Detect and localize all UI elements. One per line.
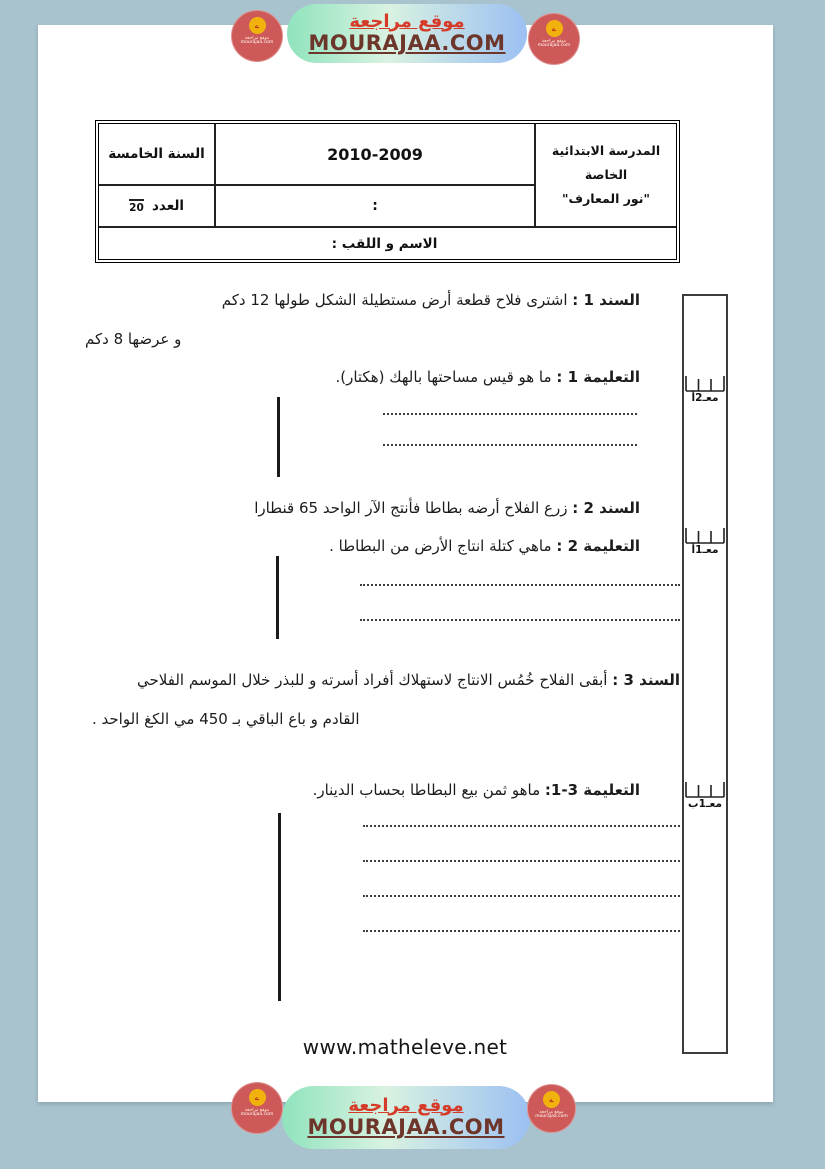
bottom-watermark-banner	[282, 1086, 530, 1149]
logo-book-icon: ے	[249, 17, 266, 34]
score-label: العدد	[151, 198, 185, 214]
exam-header-table	[95, 120, 680, 263]
badge-text-arabic: موقع مراجعة	[539, 1110, 564, 1115]
support3-line2: القادم و باع الباقي بـ 450 مي الكغ الواحد .	[92, 710, 360, 728]
instruction3-line	[313, 781, 640, 799]
instruction2-label: التعليمة 2 :	[556, 537, 640, 555]
badge-text-domain: mourajaa.com	[535, 1114, 568, 1120]
logo-book-icon: ے	[249, 1089, 266, 1106]
top-watermark-banner	[287, 4, 527, 63]
badge-text-domain: mourajaa.com	[240, 1112, 274, 1118]
support3-line1	[137, 671, 680, 689]
answer-dotted-line	[363, 927, 680, 932]
support1-line1	[222, 291, 640, 309]
answer-dotted-line	[360, 616, 680, 621]
site-name-arabic-link[interactable]: موقع مراجعة	[348, 1094, 464, 1116]
score-scale-icon	[685, 372, 725, 392]
answer-dotted-line	[363, 892, 680, 897]
support1-text: اشترى فلاح قطعة أرض مستطيلة الشكل طولها 12 دكم	[221, 291, 568, 309]
instruction2-text: ماهي كتلة انتاج الأرض من البطاطا .	[329, 537, 552, 555]
site-logo-badge	[231, 10, 283, 62]
support2-label: السند 2 :	[572, 499, 640, 517]
support3-text: أبقى الفلاح خُمُس الانتاج لاستهلاك أفراد أسرته و للبذر خلال الموسم الفلاحي	[137, 671, 608, 689]
school-name-cell	[534, 124, 676, 226]
criterion-label: معـ2أ	[691, 392, 719, 404]
logo-book-icon: ے	[543, 1091, 560, 1108]
instruction3-text: ماهو ثمن بيع البطاطا بحساب الدينار.	[312, 781, 541, 799]
student-name-field: الاسم و اللقب :	[99, 226, 676, 259]
grade-cell: السنة الخامسة	[99, 124, 214, 186]
criterion-label: معـ1ب	[688, 798, 722, 810]
badge-text-domain: mourajaa.com	[537, 43, 571, 49]
support2-text: زرع الفلاح أرضه بطاطا فأنتج الآر الواحد 65 قنطارا	[254, 499, 568, 517]
score-cell	[99, 186, 214, 226]
answer-margin-line	[277, 397, 280, 477]
support1-label: السند 1 :	[572, 291, 640, 309]
site-name-arabic-link[interactable]: موقع مراجعة	[349, 10, 465, 32]
school-name-line1: المدرسة الابتدائية الخاصة	[551, 143, 661, 183]
badge-text-domain: mourajaa.com	[240, 40, 274, 46]
score-max: 20	[129, 201, 144, 214]
site-domain-link[interactable]: MOURAJAA.COM	[307, 1115, 505, 1140]
site-logo-badge	[528, 13, 580, 65]
answer-dotted-line	[383, 441, 637, 446]
answer-dotted-line	[363, 857, 680, 862]
badge-text-arabic: موقع مراجعة	[541, 39, 567, 44]
criterion-label: معـ1أ	[691, 544, 719, 556]
instruction2-line	[329, 537, 640, 555]
answer-margin-line	[278, 813, 281, 1001]
score-scale-icon	[685, 524, 725, 544]
school-name-line2: "نور المعارف"	[562, 190, 650, 206]
badge-text-arabic: موقع مراجعة	[244, 1108, 270, 1113]
school-year-cell: 2010-2009	[214, 124, 534, 186]
site-domain-link[interactable]: MOURAJAA.COM	[308, 31, 506, 56]
score-scale-icon	[685, 778, 725, 798]
badge-text-arabic: موقع مراجعة	[244, 36, 270, 41]
logo-book-icon: ے	[546, 20, 563, 37]
support3-label: السند 3 :	[612, 671, 680, 689]
answer-margin-line	[276, 556, 279, 639]
instruction3-label: التعليمة 3-1:	[544, 781, 640, 799]
grading-margin-box	[682, 294, 728, 1054]
site-logo-badge	[231, 1082, 283, 1134]
answer-dotted-line	[363, 822, 680, 827]
support1-line2: و عرضها 8 دكم	[85, 330, 182, 348]
support2-line	[254, 499, 640, 517]
site-logo-badge	[527, 1084, 576, 1133]
source-website-text: www.matheleve.net	[302, 1035, 508, 1059]
answer-dotted-line	[360, 581, 680, 586]
subject-cell: :	[214, 186, 534, 226]
instruction1-label: التعليمة 1 :	[556, 368, 640, 386]
instruction1-line	[335, 368, 640, 386]
answer-dotted-line	[383, 410, 637, 415]
score-fraction	[129, 199, 144, 214]
instruction1-text: ما هو قيس مساحتها بالهك (هكتار).	[335, 368, 552, 386]
